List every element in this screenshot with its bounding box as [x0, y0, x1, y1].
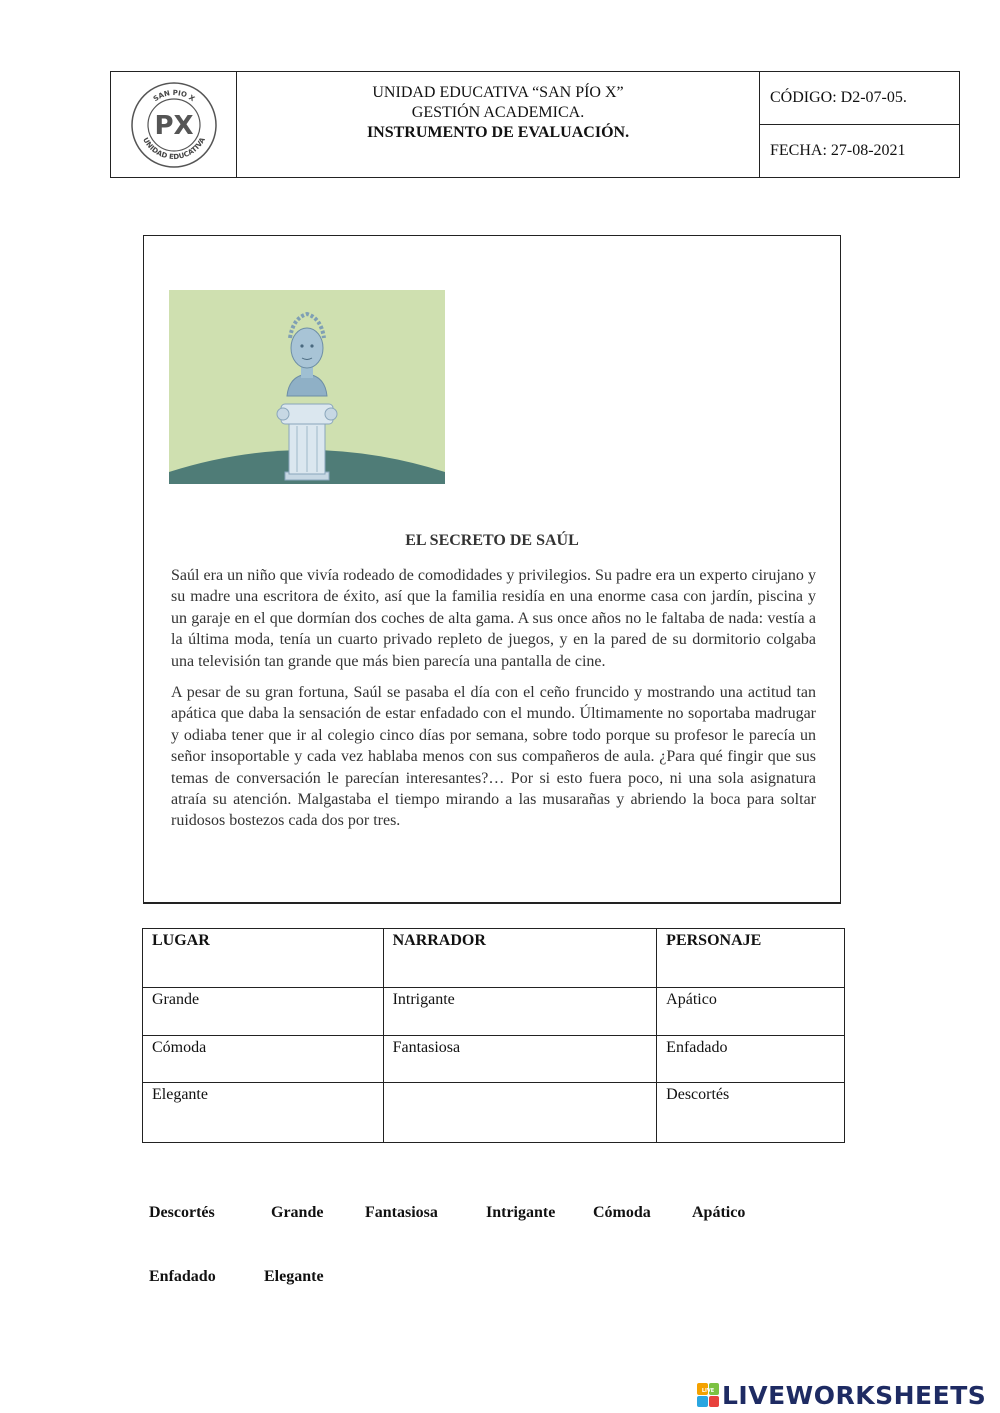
column-header-narrador: NARRADOR — [383, 929, 657, 988]
column-header-lugar: LUGAR — [143, 929, 384, 988]
header-title-cell — [237, 72, 760, 177]
drop-cell[interactable]: Grande — [143, 988, 384, 1036]
word-bank-item-apatico[interactable]: Apático — [692, 1204, 746, 1221]
logo-ring-top-text: SAN PIO X — [151, 88, 196, 103]
school-logo-cell — [111, 72, 237, 177]
story-paragraph: Saúl era un niño que vivía rodeado de comodidades y privilegios. Su padre era un experto cirujano y su madre una escritora de éxito, así que la familia residía en una enorme casa con jardín, piscina y un garaje en el que dormían dos coches de alta gama. A sus once años no le faltaba de nada: vestía a la última moda, tenía un cuarto privado repleto de juegos, y en la pared de su dormitorio colgaba una televisión tan grande que más bien parecía una pantalla de cine. — [171, 567, 816, 670]
header-meta-cell — [760, 72, 959, 177]
liveworksheets-logo-icon — [697, 1383, 719, 1407]
document-type: INSTRUMENTO DE EVALUACIÓN. — [366, 124, 630, 141]
table-row — [143, 988, 845, 1036]
table-header-row — [143, 929, 845, 988]
word-bank-item-descortes[interactable]: Descortés — [149, 1204, 215, 1221]
school-name: UNIDAD EDUCATIVA “SAN PÍO X” — [372, 84, 624, 101]
brand-name: LIVEWORKSHEETS — [722, 1380, 987, 1410]
drop-cell[interactable] — [383, 1083, 657, 1143]
word-bank-item-enfadado[interactable]: Enfadado — [149, 1268, 216, 1285]
table-row — [143, 1083, 845, 1143]
statue-illustration — [169, 290, 445, 484]
word-bank-item-intrigante[interactable]: Intrigante — [486, 1204, 556, 1221]
story-paragraph: A pesar de su gran fortuna, Saúl se pasaba el día con el ceño fruncido y mostrando una actitud tan apática que daba la sensación de estar enfadado con el mundo. Últimamente no soportaba madrugar y odiaba tener que ir al colegio cinco días por semana, sobre todo porque su profesor le parecía un señor insoportable y cada vez hablaba menos con sus compañeros de aula. ¿Para qué fingir que sus temas de conversación le parecían interesantes?… Por si esto fuera poco, ni una sola asignatura atraía su atención. Malgastaba el tiempo mirando a las musarañas y abriendo la boca para soltar ruidosos bostezos cada dos por tres. — [171, 684, 816, 830]
word-bank-item-grande[interactable]: Grande — [271, 1204, 324, 1221]
story-text — [171, 565, 816, 842]
story-title: EL SECRETO DE SAÚL — [405, 532, 579, 549]
drop-cell[interactable]: Elegante — [143, 1083, 384, 1143]
department: GESTIÓN ACADEMICA. — [411, 104, 585, 121]
drop-cell[interactable]: Intrigante — [383, 988, 657, 1036]
logo-monogram: PX — [153, 110, 194, 141]
word-bank-item-fantasiosa[interactable]: Fantasiosa — [365, 1204, 438, 1221]
drop-cell[interactable]: Cómoda — [143, 1036, 384, 1083]
drop-cell[interactable]: Apático — [657, 988, 845, 1036]
document-date: FECHA: 27-08-2021 — [770, 142, 906, 159]
brand-icon-text: LIVE — [701, 1388, 715, 1394]
classification-table — [142, 928, 845, 1143]
drop-cell[interactable]: Fantasiosa — [383, 1036, 657, 1083]
liveworksheets-brand — [697, 1380, 986, 1410]
document-header — [110, 71, 960, 178]
document-code: CÓDIGO: D2-07-05. — [760, 72, 959, 125]
table-row — [143, 1036, 845, 1083]
reading-box — [143, 235, 841, 904]
column-header-personaje: PERSONAJE — [657, 929, 845, 988]
word-bank-item-comoda[interactable]: Cómoda — [593, 1204, 651, 1221]
word-bank-item-elegante[interactable]: Elegante — [264, 1268, 324, 1285]
drop-cell[interactable]: Descortés — [657, 1083, 845, 1143]
svg-text:SAN PIO X — [151, 88, 196, 103]
school-logo — [130, 81, 218, 169]
drop-cell[interactable]: Enfadado — [657, 1036, 845, 1083]
logo-ring-bottom-text: UNIDAD EDUCATIVA — [140, 135, 207, 161]
